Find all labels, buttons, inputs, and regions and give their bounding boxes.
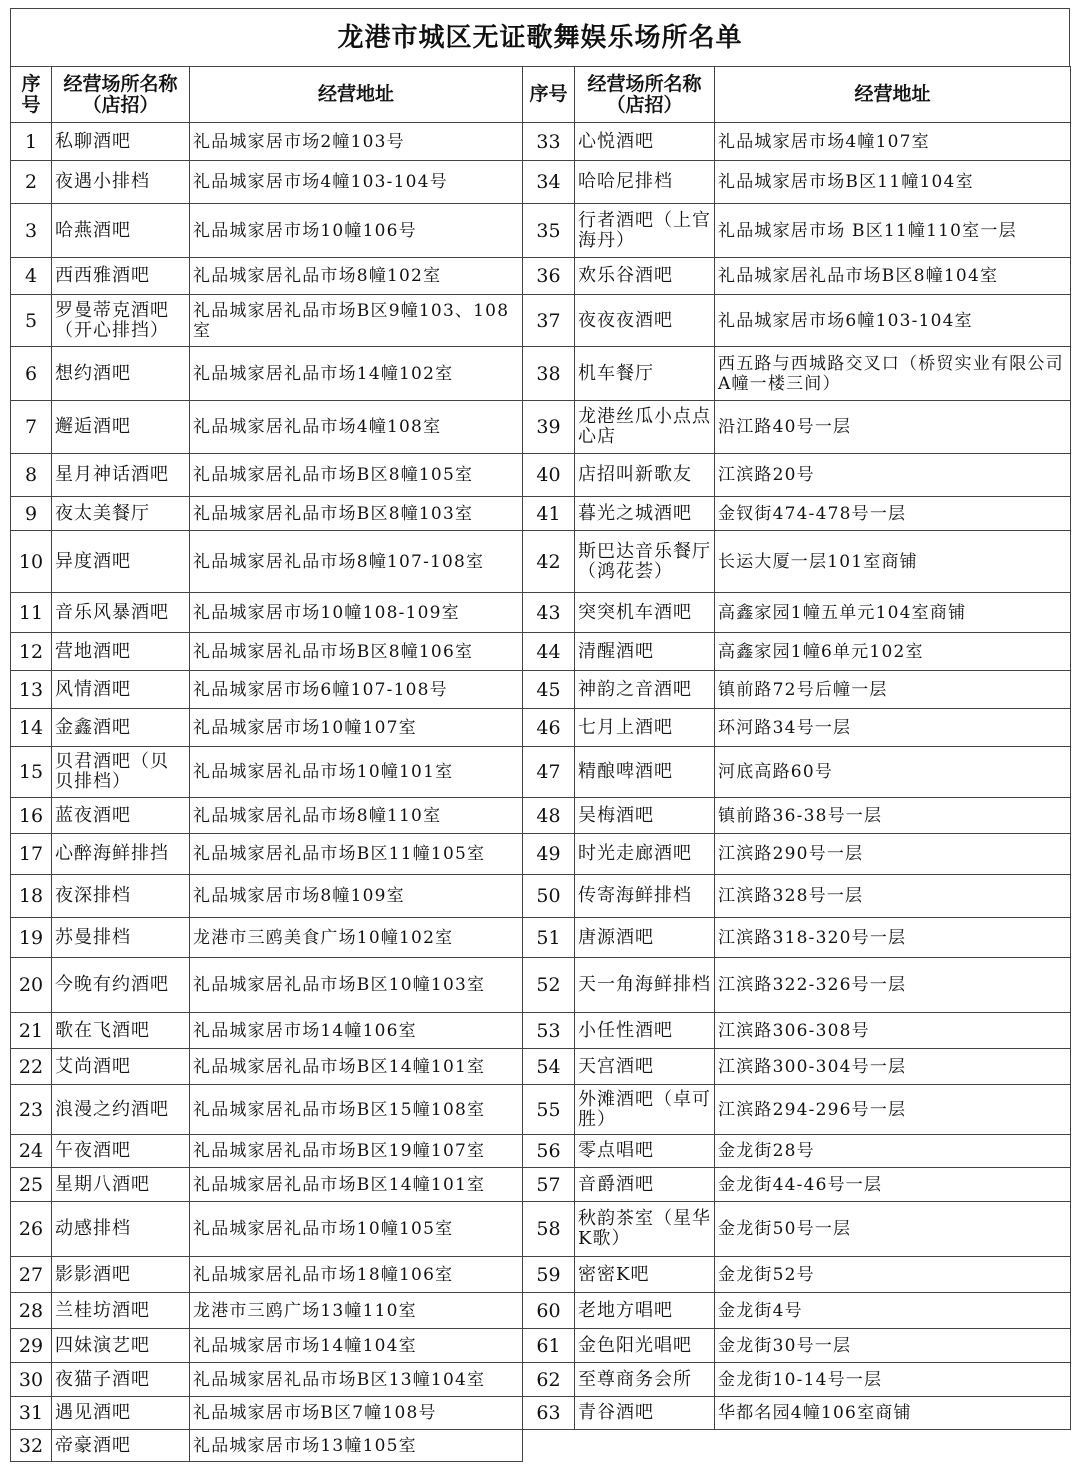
empty-cell (523, 1430, 1071, 1462)
right-address-cell: 环河路34号一层 (715, 709, 1071, 747)
table-row (11, 633, 1071, 671)
left-no-cell: 12 (11, 633, 52, 671)
left-name-cell: 风情酒吧 (52, 671, 190, 709)
left-name-cell: 歌在飞酒吧 (52, 1013, 190, 1049)
header-address-right: 经营地址 (715, 67, 1071, 123)
left-name-cell: 邂逅酒吧 (52, 401, 190, 454)
left-no-cell: 13 (11, 671, 52, 709)
left-no-cell: 8 (11, 454, 52, 497)
right-no-cell: 49 (523, 834, 575, 875)
right-address-cell: 江滨路290号一层 (715, 834, 1071, 875)
left-no-cell: 31 (11, 1397, 52, 1430)
left-address-cell: 礼品城家居市场2幢103号 (190, 123, 523, 161)
right-no-cell: 43 (523, 593, 575, 633)
left-address-cell: 龙港市三鸥广场13幢110室 (190, 1293, 523, 1329)
left-address-cell: 礼品城家居礼品市场8幢110室 (190, 798, 523, 834)
left-name-cell: 想约酒吧 (52, 347, 190, 401)
table-row (11, 204, 1071, 258)
right-name-cell: 精酿啤酒吧 (575, 747, 715, 798)
left-name-cell: 金鑫酒吧 (52, 709, 190, 747)
header-name-left: 经营场所名称（店招） (52, 67, 190, 123)
right-name-cell: 唐源酒吧 (575, 918, 715, 958)
left-no-cell: 11 (11, 593, 52, 633)
right-address-cell: 金龙街4号 (715, 1293, 1071, 1329)
left-address-cell: 礼品城家居市场14幢106室 (190, 1013, 523, 1049)
right-name-cell: 密密K吧 (575, 1257, 715, 1293)
left-no-cell: 28 (11, 1293, 52, 1329)
left-address-cell: 礼品城家居礼品市场B区8幢103室 (190, 497, 523, 531)
right-no-cell: 53 (523, 1013, 575, 1049)
right-name-cell: 至尊商务会所 (575, 1363, 715, 1397)
table-row (11, 1085, 1071, 1135)
left-name-cell: 兰桂坊酒吧 (52, 1293, 190, 1329)
right-no-cell: 54 (523, 1049, 575, 1085)
left-name-cell: 午夜酒吧 (52, 1135, 190, 1168)
left-address-cell: 礼品城家居礼品市场B区15幢108室 (190, 1085, 523, 1135)
left-address-cell: 礼品城家居市场4幢103-104号 (190, 161, 523, 204)
right-name-cell: 外滩酒吧（卓可胜） (575, 1085, 715, 1135)
left-address-cell: 礼品城家居市场14幢104室 (190, 1329, 523, 1363)
right-address-cell: 金龙街44-46号一层 (715, 1168, 1071, 1202)
left-address-cell: 礼品城家居礼品市场B区11幢105室 (190, 834, 523, 875)
left-name-cell: 夜遇小排档 (52, 161, 190, 204)
right-address-cell: 长运大厦一层101室商铺 (715, 531, 1071, 593)
left-name-cell: 夜太美餐厅 (52, 497, 190, 531)
left-name-cell: 今晚有约酒吧 (52, 958, 190, 1013)
right-name-cell: 天宫酒吧 (575, 1049, 715, 1085)
right-address-cell: 江滨路306-308号 (715, 1013, 1071, 1049)
right-no-cell: 46 (523, 709, 575, 747)
table-row (11, 1013, 1071, 1049)
left-no-cell: 21 (11, 1013, 52, 1049)
right-name-cell: 心悦酒吧 (575, 123, 715, 161)
table-row (11, 401, 1071, 454)
right-no-cell: 36 (523, 258, 575, 295)
left-no-cell: 14 (11, 709, 52, 747)
table-row (11, 1430, 1071, 1462)
right-name-cell: 机车餐厅 (575, 347, 715, 401)
left-address-cell: 礼品城家居礼品市场B区8幢106室 (190, 633, 523, 671)
right-name-cell: 龙港丝瓜小点点心店 (575, 401, 715, 454)
left-no-cell: 4 (11, 258, 52, 295)
right-address-cell: 江滨路300-304号一层 (715, 1049, 1071, 1085)
left-address-cell: 礼品城家居礼品市场B区8幢105室 (190, 454, 523, 497)
right-name-cell: 吴梅酒吧 (575, 798, 715, 834)
document-sheet (10, 8, 1070, 1462)
left-name-cell: 哈燕酒吧 (52, 204, 190, 258)
right-address-cell: 金钗街474-478号一层 (715, 497, 1071, 531)
left-name-cell: 蓝夜酒吧 (52, 798, 190, 834)
right-address-cell: 金龙街30号一层 (715, 1329, 1071, 1363)
left-address-cell: 礼品城家居礼品市场B区19幢107室 (190, 1135, 523, 1168)
left-no-cell: 26 (11, 1202, 52, 1257)
table-row (11, 347, 1071, 401)
left-address-cell: 礼品城家居市场10幢107室 (190, 709, 523, 747)
right-no-cell: 38 (523, 347, 575, 401)
left-name-cell: 私聊酒吧 (52, 123, 190, 161)
right-address-cell: 礼品城家居礼品市场B区8幢104室 (715, 258, 1071, 295)
table-row (11, 258, 1071, 295)
left-address-cell: 礼品城家居礼品市场4幢108室 (190, 401, 523, 454)
right-no-cell: 34 (523, 161, 575, 204)
right-address-cell: 高鑫家园1幢五单元104室商铺 (715, 593, 1071, 633)
left-no-cell: 15 (11, 747, 52, 798)
left-no-cell: 2 (11, 161, 52, 204)
left-name-cell: 音乐风暴酒吧 (52, 593, 190, 633)
right-address-cell: 江滨路20号 (715, 454, 1071, 497)
left-no-cell: 27 (11, 1257, 52, 1293)
table-row (11, 1168, 1071, 1202)
header-name-right: 经营场所名称（店招） (575, 67, 715, 123)
right-name-cell: 时光走廊酒吧 (575, 834, 715, 875)
table-header-row (11, 67, 1071, 123)
right-no-cell: 63 (523, 1397, 575, 1430)
right-address-cell: 河底高路60号 (715, 747, 1071, 798)
right-no-cell: 45 (523, 671, 575, 709)
table-row (11, 295, 1071, 347)
left-name-cell: 西西雅酒吧 (52, 258, 190, 295)
right-address-cell: 金龙街28号 (715, 1135, 1071, 1168)
left-name-cell: 营地酒吧 (52, 633, 190, 671)
right-address-cell: 江滨路322-326号一层 (715, 958, 1071, 1013)
left-no-cell: 7 (11, 401, 52, 454)
left-name-cell: 心醉海鲜排挡 (52, 834, 190, 875)
left-name-cell: 星期八酒吧 (52, 1168, 190, 1202)
right-no-cell: 60 (523, 1293, 575, 1329)
right-name-cell: 欢乐谷酒吧 (575, 258, 715, 295)
right-no-cell: 48 (523, 798, 575, 834)
right-address-cell: 礼品城家居市场B区11幢104室 (715, 161, 1071, 204)
right-name-cell: 突突机车酒吧 (575, 593, 715, 633)
table-row (11, 671, 1071, 709)
right-no-cell: 59 (523, 1257, 575, 1293)
left-no-cell: 29 (11, 1329, 52, 1363)
right-name-cell: 青谷酒吧 (575, 1397, 715, 1430)
right-address-cell: 镇前路72号后幢一层 (715, 671, 1071, 709)
header-address-left: 经营地址 (190, 67, 523, 123)
right-address-cell: 江滨路328号一层 (715, 875, 1071, 918)
left-no-cell: 3 (11, 204, 52, 258)
left-address-cell: 礼品城家居礼品市场10幢101室 (190, 747, 523, 798)
left-name-cell: 罗曼蒂克酒吧（开心排挡） (52, 295, 190, 347)
left-address-cell: 礼品城家居礼品市场8幢107-108室 (190, 531, 523, 593)
right-name-cell: 零点唱吧 (575, 1135, 715, 1168)
right-address-cell: 沿江路40号一层 (715, 401, 1071, 454)
right-name-cell: 清醒酒吧 (575, 633, 715, 671)
page-title: 龙港市城区无证歌舞娱乐场所名单 (10, 8, 1070, 66)
left-address-cell: 礼品城家居礼品市场B区9幢103、108室 (190, 295, 523, 347)
left-name-cell: 动感排档 (52, 1202, 190, 1257)
table-row (11, 1049, 1071, 1085)
left-name-cell: 帝豪酒吧 (52, 1430, 190, 1462)
left-no-cell: 30 (11, 1363, 52, 1397)
table-row (11, 1202, 1071, 1257)
right-no-cell: 37 (523, 295, 575, 347)
left-no-cell: 19 (11, 918, 52, 958)
right-no-cell: 56 (523, 1135, 575, 1168)
right-name-cell: 金色阳光唱吧 (575, 1329, 715, 1363)
header-no-left: 序号 (11, 67, 52, 123)
left-no-cell: 18 (11, 875, 52, 918)
right-no-cell: 40 (523, 454, 575, 497)
left-address-cell: 礼品城家居礼品市场8幢102室 (190, 258, 523, 295)
right-name-cell: 传寄海鲜排档 (575, 875, 715, 918)
left-name-cell: 艾尚酒吧 (52, 1049, 190, 1085)
left-address-cell: 礼品城家居市场10幢108-109室 (190, 593, 523, 633)
left-no-cell: 10 (11, 531, 52, 593)
left-name-cell: 四妹演艺吧 (52, 1329, 190, 1363)
left-address-cell: 礼品城家居市场10幢106号 (190, 204, 523, 258)
left-no-cell: 9 (11, 497, 52, 531)
right-no-cell: 51 (523, 918, 575, 958)
left-name-cell: 异度酒吧 (52, 531, 190, 593)
right-address-cell: 镇前路36-38号一层 (715, 798, 1071, 834)
right-no-cell: 61 (523, 1329, 575, 1363)
right-name-cell: 夜夜夜酒吧 (575, 295, 715, 347)
right-no-cell: 62 (523, 1363, 575, 1397)
left-no-cell: 16 (11, 798, 52, 834)
left-no-cell: 23 (11, 1085, 52, 1135)
right-address-cell: 江滨路318-320号一层 (715, 918, 1071, 958)
right-no-cell: 55 (523, 1085, 575, 1135)
left-name-cell: 影影酒吧 (52, 1257, 190, 1293)
left-name-cell: 贝君酒吧（贝贝排档） (52, 747, 190, 798)
left-name-cell: 遇见酒吧 (52, 1397, 190, 1430)
left-name-cell: 星月神话酒吧 (52, 454, 190, 497)
right-no-cell: 57 (523, 1168, 575, 1202)
right-name-cell: 天一角海鲜排档 (575, 958, 715, 1013)
table-row (11, 161, 1071, 204)
left-name-cell: 夜深排档 (52, 875, 190, 918)
header-no-right: 序号 (523, 67, 575, 123)
left-no-cell: 22 (11, 1049, 52, 1085)
right-name-cell: 店招叫新歌友 (575, 454, 715, 497)
left-address-cell: 礼品城家居礼品市场14幢102室 (190, 347, 523, 401)
left-address-cell: 礼品城家居礼品市场B区14幢101室 (190, 1049, 523, 1085)
venue-table (10, 66, 1071, 1462)
left-address-cell: 礼品城家居礼品市场B区13幢104室 (190, 1363, 523, 1397)
right-name-cell: 暮光之城酒吧 (575, 497, 715, 531)
table-row (11, 798, 1071, 834)
right-no-cell: 35 (523, 204, 575, 258)
right-no-cell: 47 (523, 747, 575, 798)
table-row (11, 123, 1071, 161)
right-name-cell: 秋韵茶室（星华K歌） (575, 1202, 715, 1257)
right-name-cell: 音爵酒吧 (575, 1168, 715, 1202)
right-address-cell: 西五路与西城路交叉口（桥贸实业有限公司A幢一楼三间） (715, 347, 1071, 401)
table-row (11, 747, 1071, 798)
right-address-cell: 礼品城家居市场 B区11幢110室一层 (715, 204, 1071, 258)
right-no-cell: 41 (523, 497, 575, 531)
left-no-cell: 17 (11, 834, 52, 875)
left-no-cell: 25 (11, 1168, 52, 1202)
right-no-cell: 42 (523, 531, 575, 593)
table-row (11, 1397, 1071, 1430)
right-name-cell: 哈哈尼排档 (575, 161, 715, 204)
left-address-cell: 礼品城家居市场13幢105室 (190, 1430, 523, 1462)
right-no-cell: 58 (523, 1202, 575, 1257)
right-no-cell: 33 (523, 123, 575, 161)
table-row (11, 497, 1071, 531)
right-name-cell: 小任性酒吧 (575, 1013, 715, 1049)
table-row (11, 593, 1071, 633)
left-address-cell: 礼品城家居礼品市场18幢106室 (190, 1257, 523, 1293)
left-name-cell: 浪漫之约酒吧 (52, 1085, 190, 1135)
right-no-cell: 44 (523, 633, 575, 671)
right-address-cell: 金龙街10-14号一层 (715, 1363, 1071, 1397)
table-row (11, 709, 1071, 747)
right-address-cell: 金龙街52号 (715, 1257, 1071, 1293)
left-address-cell: 礼品城家居市场6幢107-108号 (190, 671, 523, 709)
left-name-cell: 苏曼排档 (52, 918, 190, 958)
right-address-cell: 礼品城家居市场6幢103-104室 (715, 295, 1071, 347)
table-row (11, 1329, 1071, 1363)
table-row (11, 875, 1071, 918)
right-address-cell: 礼品城家居市场4幢107室 (715, 123, 1071, 161)
left-name-cell: 夜猫子酒吧 (52, 1363, 190, 1397)
left-address-cell: 礼品城家居市场B区7幢108号 (190, 1397, 523, 1430)
left-address-cell: 礼品城家居礼品市场B区14幢101室 (190, 1168, 523, 1202)
left-no-cell: 1 (11, 123, 52, 161)
table-row (11, 1363, 1071, 1397)
table-row (11, 1257, 1071, 1293)
right-name-cell: 斯巴达音乐餐厅（鸿花荟） (575, 531, 715, 593)
right-no-cell: 39 (523, 401, 575, 454)
table-row (11, 454, 1071, 497)
right-name-cell: 七月上酒吧 (575, 709, 715, 747)
right-name-cell: 神韵之音酒吧 (575, 671, 715, 709)
left-address-cell: 礼品城家居市场8幢109室 (190, 875, 523, 918)
right-name-cell: 老地方唱吧 (575, 1293, 715, 1329)
table-row (11, 834, 1071, 875)
left-address-cell: 龙港市三鸥美食广场10幢102室 (190, 918, 523, 958)
right-address-cell: 高鑫家园1幢6单元102室 (715, 633, 1071, 671)
right-address-cell: 金龙街50号一层 (715, 1202, 1071, 1257)
table-row (11, 1293, 1071, 1329)
left-no-cell: 6 (11, 347, 52, 401)
left-no-cell: 24 (11, 1135, 52, 1168)
right-address-cell: 华都名园4幢106室商铺 (715, 1397, 1071, 1430)
left-address-cell: 礼品城家居礼品市场10幢105室 (190, 1202, 523, 1257)
right-no-cell: 50 (523, 875, 575, 918)
right-address-cell: 江滨路294-296号一层 (715, 1085, 1071, 1135)
table-row (11, 918, 1071, 958)
table-row (11, 958, 1071, 1013)
table-row (11, 1135, 1071, 1168)
left-no-cell: 20 (11, 958, 52, 1013)
left-address-cell: 礼品城家居礼品市场B区10幢103室 (190, 958, 523, 1013)
table-row (11, 531, 1071, 593)
right-no-cell: 52 (523, 958, 575, 1013)
right-name-cell: 行者酒吧（上官海丹） (575, 204, 715, 258)
left-no-cell: 32 (11, 1430, 52, 1462)
left-no-cell: 5 (11, 295, 52, 347)
